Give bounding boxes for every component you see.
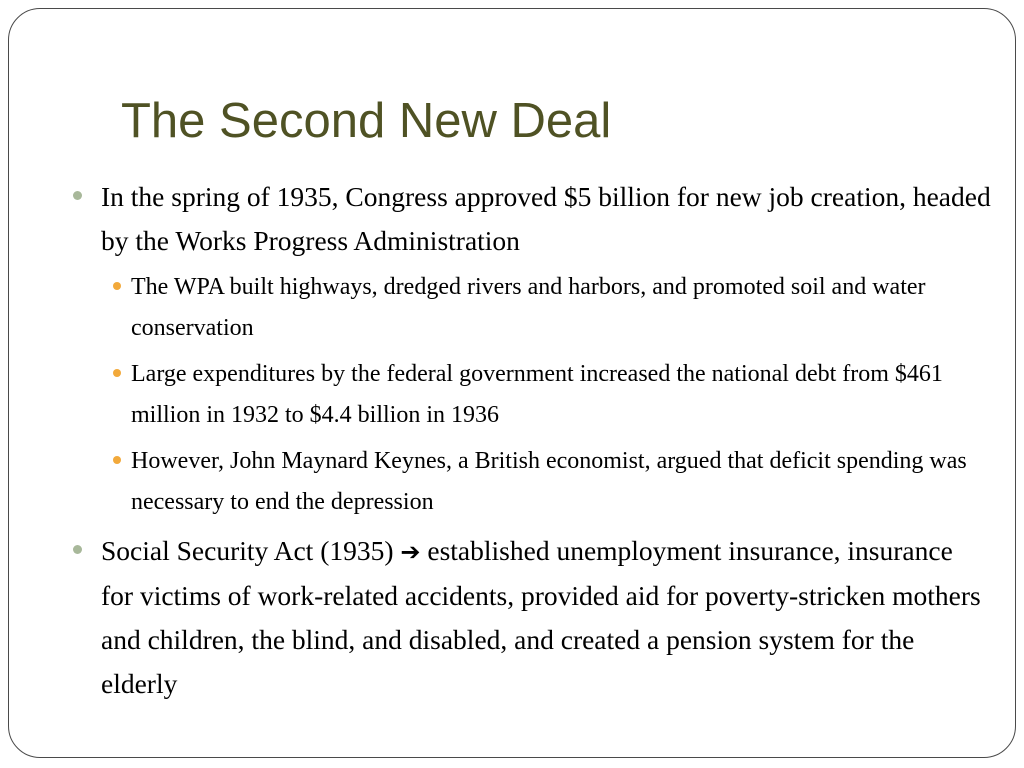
sub-bullet-item (101, 441, 991, 523)
bullet-dot-icon (73, 191, 82, 200)
bullet-dot-icon (113, 456, 121, 464)
sub-bullet-list (101, 267, 991, 523)
bullet-item-wpa (71, 175, 991, 523)
slide-frame (8, 8, 1016, 758)
right-arrow-icon: ➔ (400, 538, 421, 566)
sub-bullet-text: Large expenditures by the federal government increased the national debt from $461 million in 1932 to $4.4 billion in 1936 (131, 361, 943, 428)
slide-title: The Second New Deal (121, 94, 612, 148)
bullet-text: In the spring of 1935, Congress approved $5 billion for new job creation, headed by the Works Progress Administration (101, 181, 991, 256)
bullet-text-after-arrow: established unemployment insurance, insurance for victims of work-related accidents, provided aid for poverty-stricken mothers and children, the blind, and disabled, and created a pension system for the elderly (101, 535, 981, 699)
sub-bullet-item (101, 354, 991, 436)
bullet-dot-icon (73, 545, 82, 554)
bullet-item-social-security (71, 529, 991, 706)
bullet-text-before-arrow: Social Security Act (1935) (101, 535, 401, 566)
bullet-list (71, 175, 991, 712)
sub-bullet-text: The WPA built highways, dredged rivers and harbors, and promoted soil and water conservation (131, 274, 926, 341)
sub-bullet-item (101, 267, 991, 349)
bullet-dot-icon (113, 369, 121, 377)
bullet-dot-icon (113, 282, 121, 290)
sub-bullet-text: However, John Maynard Keynes, a British economist, argued that deficit spending was necessary to end the depression (131, 448, 967, 515)
